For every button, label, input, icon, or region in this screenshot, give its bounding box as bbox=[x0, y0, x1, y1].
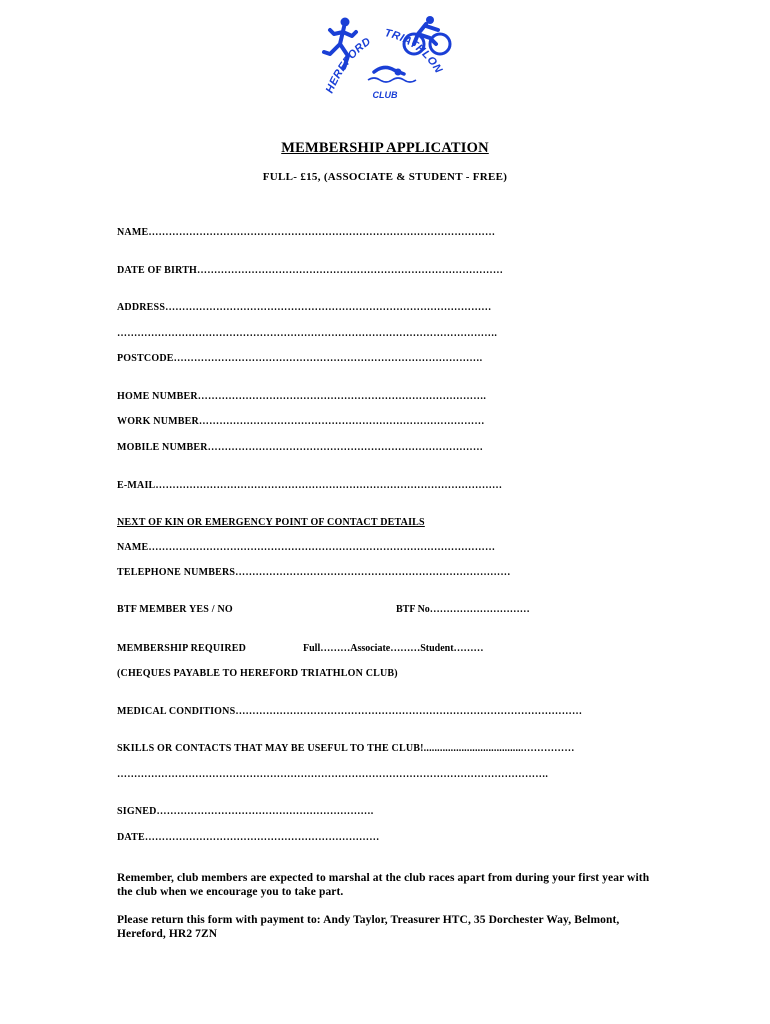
address-field-line2[interactable]: …………………………………………………………………………………………………. bbox=[117, 328, 498, 339]
name-field[interactable]: NAME………………………………………………………………………………………… bbox=[117, 227, 496, 238]
kin-telephone-field[interactable]: TELEPHONE NUMBERS……………………………………………………………………… bbox=[117, 567, 511, 578]
membership-options-field[interactable]: Full………Associate………Student……… bbox=[303, 643, 484, 654]
dob-field[interactable]: DATE OF BIRTH……………………………………………………………………………… bbox=[117, 265, 504, 276]
skills-field-line2[interactable]: ………………………………………………………………………………………………………………. bbox=[117, 769, 549, 780]
club-logo-graphic bbox=[318, 14, 452, 102]
btf-member-field[interactable]: BTF MEMBER YES / NO bbox=[117, 604, 233, 615]
page-title: MEMBERSHIP APPLICATION bbox=[281, 140, 489, 156]
logo-word-bottom: CLUB bbox=[372, 90, 398, 100]
logo-word-left: HEREFORD bbox=[323, 35, 374, 96]
svg-text:HEREFORD bbox=[324, 35, 374, 95]
signed-field[interactable]: SIGNED………………………………………………………. bbox=[117, 806, 374, 817]
medical-conditions-field[interactable]: MEDICAL CONDITIONS………………………………………………………………………………………… bbox=[117, 706, 583, 717]
date-field[interactable]: DATE…………………………………………………………… bbox=[117, 832, 380, 843]
next-of-kin-heading: NEXT OF KIN OR EMERGENCY POINT OF CONTACT DETAILS bbox=[117, 517, 425, 528]
fee-subtitle: FULL- £15, (ASSOCIATE & STUDENT - FREE) bbox=[262, 171, 508, 183]
kin-name-field[interactable]: NAME………………………………………………………………………………………… bbox=[117, 542, 496, 553]
address-field[interactable]: ADDRESS…………………………………………………………………………………… bbox=[117, 302, 492, 313]
logo-word-right: TRIATHLON bbox=[383, 27, 445, 76]
return-address-note: Please return this form with payment to: Andy Taylor, Treasurer HTC, 35 Dorchester Way, Belmont, Hereford, HR2 7ZN bbox=[117, 914, 620, 940]
swimmer-icon bbox=[368, 67, 416, 82]
marshal-note: Remember, club members are expected to marshal at the club races apart from during your first year with the club when we encourage you to take part. bbox=[117, 872, 650, 898]
home-number-field[interactable]: HOME NUMBER…………………………………………………………………………. bbox=[117, 391, 487, 402]
work-number-field[interactable]: WORK NUMBER………………………………………………………………………… bbox=[117, 416, 485, 427]
btf-number-field[interactable]: BTF No………………………… bbox=[396, 604, 530, 615]
postcode-field[interactable]: POSTCODE………………………………………………………………………………. bbox=[117, 353, 483, 364]
mobile-number-field[interactable]: MOBILE NUMBER……………………………………………………………………… bbox=[117, 442, 484, 453]
membership-required-label: MEMBERSHIP REQUIRED bbox=[117, 643, 247, 654]
email-field[interactable]: E-MAIL………………………………………………………………………………………… bbox=[117, 480, 503, 491]
club-logo bbox=[318, 14, 452, 102]
skills-field[interactable]: SKILLS OR CONTACTS THAT MAY BE USEFUL TO THE CLUB!.....................................…………… bbox=[117, 743, 575, 754]
cheques-note: (CHEQUES PAYABLE TO HEREFORD TRIATHLON CLUB) bbox=[117, 668, 398, 679]
